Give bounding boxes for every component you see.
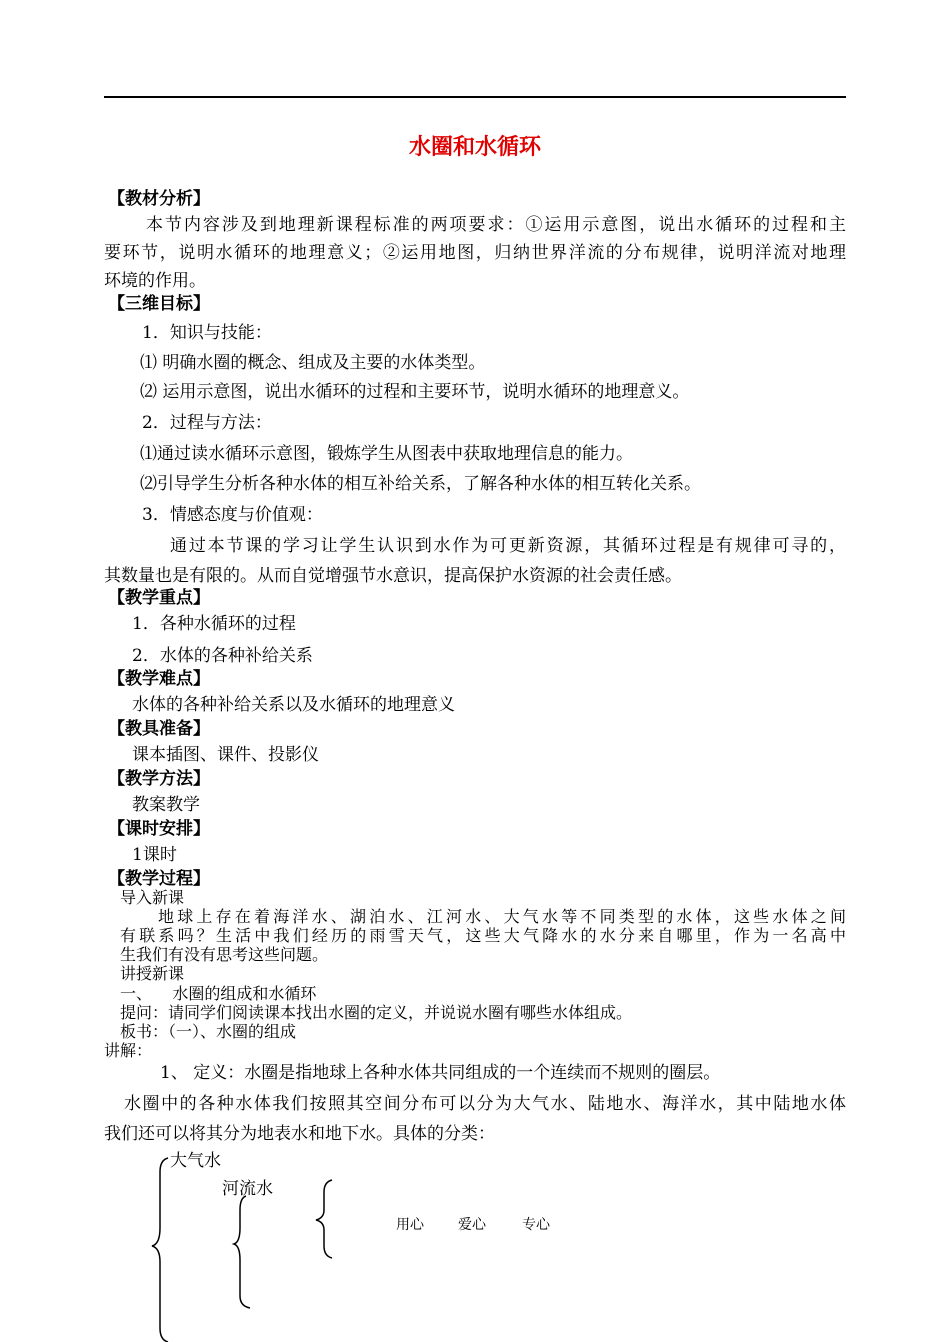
goal-item-1: 1．知识与技能：: [142, 323, 272, 343]
heading-process: 【教学过程】: [108, 869, 210, 889]
heading-difficulty: 【教学难点】: [108, 669, 210, 689]
intro-line-1: 地球上存在着海洋水、湖泊水、江河水、大气水等不同类型的水体，这些水体之间: [158, 907, 846, 926]
method-text: 教案教学: [132, 795, 200, 815]
explain-label: 讲解：: [104, 1041, 153, 1060]
tools-text: 课本插图、课件、投影仪: [132, 745, 319, 765]
class-line-1: 水圈中的各种水体我们按照其空间分布可以分为大气水、陆地水、海洋水，其中陆地水体: [124, 1094, 846, 1114]
heading-goals: 【三维目标】: [108, 294, 210, 314]
class-line-2: 我们还可以将其分为地表水和地下水。具体的分类：: [104, 1124, 495, 1144]
heading-material: 【教材分析】: [108, 189, 210, 209]
part-one-heading: 一、 水圈的组成和水循环: [120, 984, 317, 1003]
heading-method: 【教学方法】: [108, 769, 210, 789]
intro-label: 导入新课: [120, 888, 185, 907]
footer-word-2: 爱心: [458, 1217, 486, 1233]
middle-brace: [234, 1196, 250, 1308]
definition-text: 1、 定义：水圈是指地球上各种水体共同组成的一个连续而不规则的圈层。: [160, 1063, 721, 1083]
goal-para-2: 其数量也是有限的。从而自觉增强节水意识，提高保护水资源的社会责任感。: [104, 566, 682, 586]
diagram-river-water: 河流水: [222, 1179, 273, 1199]
goal-item-6: ⑵引导学生分析各种水体的相互补给关系，了解各种水体的相互转化关系。: [140, 474, 701, 494]
goal-item-4: 2．过程与方法：: [142, 413, 272, 433]
new-lesson-label: 讲授新课: [120, 964, 185, 983]
heading-key: 【教学重点】: [108, 588, 210, 608]
intro-line-2: 有联系吗？生活中我们经历的雨雪天气，这些大气降水的水分来自哪里，作为一名高中: [120, 926, 846, 945]
goal-item-7: 3．情感态度与价值观：: [142, 505, 323, 525]
material-line-1: 本节内容涉及到地理新课程标准的两项要求：①运用示意图，说出水循环的过程和主: [146, 215, 846, 235]
goal-item-5: ⑴通过读水循环示意图，锻炼学生从图表中获取地理信息的能力。: [140, 444, 633, 464]
time-text: 1课时: [132, 845, 177, 865]
heading-time: 【课时安排】: [108, 819, 210, 839]
question-text: 提问：请同学们阅读课本找出水圈的定义，并说说水圈有哪些水体组成。: [120, 1003, 633, 1022]
material-line-2: 要环节，说明水循环的地理意义；②运用地图，归纳世界洋流的分布规律，说明洋流对地理: [104, 243, 846, 263]
inner-brace: [316, 1180, 332, 1258]
goal-item-3: ⑵ 运用示意图，说出水循环的过程和主要环节，说明水循环的地理意义。: [140, 382, 690, 402]
goal-item-2: ⑴ 明确水圈的概念、组成及主要的水体类型。: [140, 353, 486, 373]
difficulty-text: 水体的各种补给关系以及水循环的地理意义: [132, 695, 455, 715]
footer-word-3: 专心: [522, 1217, 550, 1233]
goal-para-1: 通过本节课的学习让学生认识到水作为可更新资源，其循环过程是有规律可寻的，: [170, 536, 846, 556]
document-title: 水圈和水循环: [408, 135, 541, 160]
outer-brace: [152, 1158, 168, 1342]
material-line-3: 环境的作用。: [104, 271, 206, 291]
diagram-atmospheric-water: 大气水: [170, 1151, 221, 1171]
intro-line-3: 生我们有没有思考这些问题。: [120, 945, 329, 964]
heading-tools: 【教具准备】: [108, 719, 210, 739]
key-item-1: 1．各种水循环的过程: [132, 614, 296, 634]
key-item-2: 2．水体的各种补给关系: [132, 646, 313, 666]
board-text: 板书：（一）、水圈的组成: [120, 1022, 297, 1041]
footer-word-1: 用心: [396, 1217, 424, 1233]
